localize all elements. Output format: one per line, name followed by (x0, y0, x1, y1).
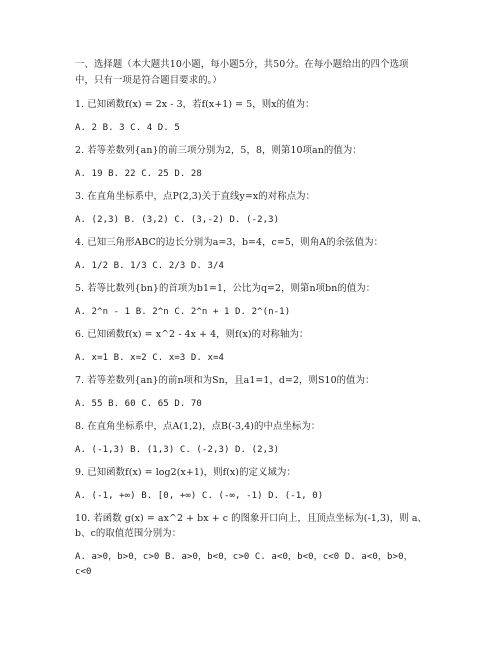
question-4-options: A. 1/2 B. 1/3 C. 2/3 D. 3/4 (75, 261, 224, 271)
question-7-options: A. 55 B. 60 C. 65 D. 70 (75, 399, 202, 409)
question-1-stem: 1. 已知函数f(x) = 2x - 3，若f(x+1) = 5，则x的值为： (75, 99, 315, 110)
question-2-stem: 2. 若等差数列{an}的前三项分别为2，5，8，则第10项an的值为： (75, 145, 362, 156)
question-8-stem: 8. 在直角坐标系中，点A(1,2)，点B(-3,4)的中点坐标为： (75, 421, 321, 432)
section-header-line-2: 中，只有一项是符合题目要求的。） (75, 75, 222, 86)
question-9-options: A. (-1, +∞) B. [0, +∞) C. (-∞, -1) D. (-1, 0) (75, 491, 324, 501)
question-5-stem: 5. 若等比数列{bn}的首项为b1=1，公比为q=2，则第n项bn的值为： (75, 283, 376, 294)
question-6-stem: 6. 已知函数f(x) = x^2 - 4x + 4，则f(x)的对称轴为： (75, 329, 309, 340)
question-7-stem: 7. 若等差数列{an}的前n项和为Sn，且a1=1，d=2，则S10的值为： (75, 375, 375, 386)
question-9-stem: 9. 已知函数f(x) = log2(x+1)，则f(x)的定义域为： (75, 467, 296, 478)
question-1-options: A. 2 B. 3 C. 4 D. 5 (75, 123, 180, 133)
question-2-options: A. 19 B. 22 C. 25 D. 28 (75, 169, 202, 179)
question-6-options: A. x=1 B. x=2 C. x=3 D. x=4 (75, 353, 224, 363)
question-10-stem-line-2: b、c的取值范围分别为： (75, 528, 182, 539)
question-10-options-line-2: c<0 (75, 567, 92, 577)
question-5-options: A. 2^n - 1 B. 2^n C. 2^n + 1 D. 2^(n-1) (75, 307, 291, 317)
question-3-options: A. (2,3) B. (3,2) C. (3,-2) D. (-2,3) (75, 215, 280, 225)
section-header-line-1: 一、选择题（本大题共10小题，每小题5分，共50分。在每小题给出的四个选项 (75, 59, 409, 70)
question-3-stem: 3. 在直角坐标系中，点P(2,3)关于直线y=x的对称点为： (75, 191, 316, 202)
question-4-stem: 4. 已知三角形ABC的边长分别为a=3，b=4，c=5，则角A的余弦值为： (75, 237, 384, 248)
question-10-options-line-1: A. a>0，b>0，c>0 B. a>0，b<0，c>0 C. a<0，b<0，c<0 D. a<0，b>0， (75, 552, 413, 562)
question-10-stem-line-1: 10. 若函数 g(x) = ax^2 + bx + c 的图象开口向上，且顶点坐标为(-1,3)，则 a、 (75, 513, 427, 524)
question-8-options: A. (-1,3) B. (1,3) C. (-2,3) D. (2,3) (75, 445, 280, 455)
